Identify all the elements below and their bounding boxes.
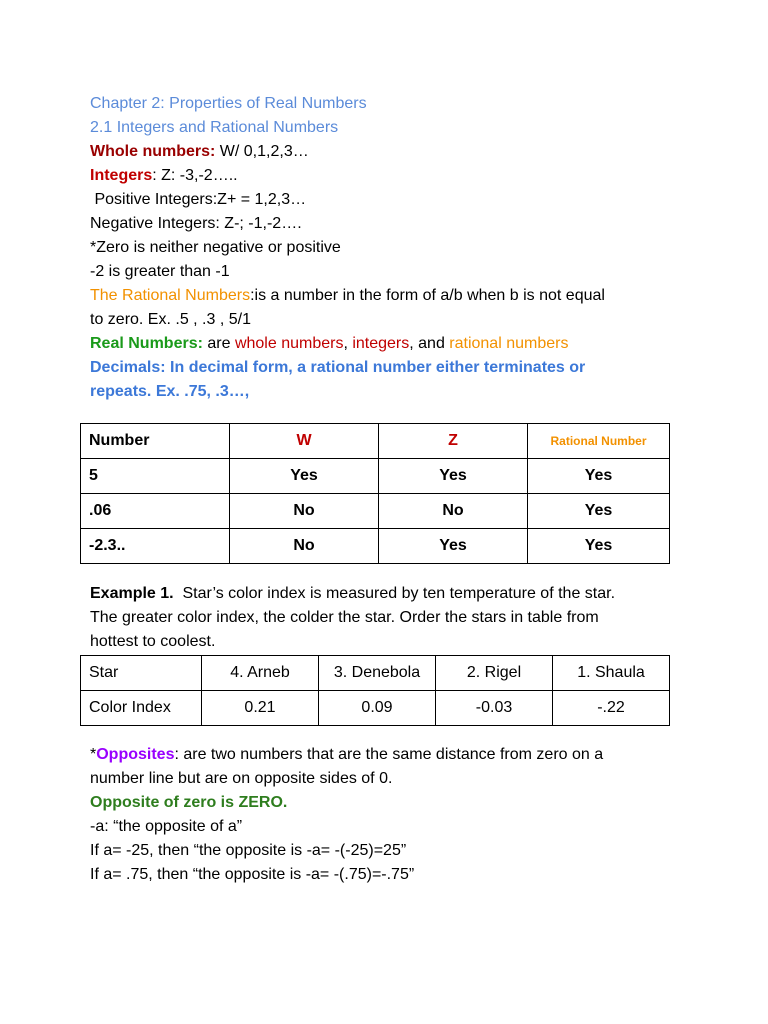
cell: Yes — [528, 494, 670, 529]
real-whole: whole numbers — [234, 335, 344, 352]
header-w: W — [230, 424, 379, 459]
header-z: Z — [379, 424, 528, 459]
opposites-star: * — [90, 746, 97, 763]
rational-line-1 — [90, 284, 680, 308]
opposite-example-2: If a= .75, then “the opposite is -a= -(.75)=-.75” — [90, 866, 415, 883]
opposite-of-zero: Opposite of zero is ZERO. — [90, 794, 288, 811]
notes-body — [90, 92, 680, 404]
table-row — [81, 494, 670, 529]
table-row — [81, 459, 670, 494]
neg-a-line: -a: “the opposite of a” — [90, 818, 243, 835]
header-rigel: 2. Rigel — [436, 656, 553, 691]
decimals-line-1: Decimals: In decimal form, a rational number either terminates or — [90, 359, 586, 376]
integers-text: : Z: -3,-2….. — [152, 167, 238, 184]
integers-line — [90, 164, 680, 188]
example-line-3: hottest to coolest. — [90, 633, 216, 650]
greater-note: -2 is greater than -1 — [90, 263, 230, 280]
cell: No — [379, 494, 528, 529]
rational-label: The Rational Numbers — [90, 287, 251, 304]
header-denebola: 3. Denebola — [319, 656, 436, 691]
negative-integers-line: Negative Integers: Z-; -1,-2…. — [90, 215, 302, 232]
real-comma: , — [343, 335, 353, 352]
rational-line-2: to zero. Ex. .5 , .3 , 5/1 — [90, 311, 251, 328]
chapter-title: Chapter 2: Properties of Real Numbers — [90, 95, 367, 112]
section-title: 2.1 Integers and Rational Numbers — [90, 119, 339, 136]
star-color-table — [80, 655, 670, 726]
example-label: Example 1. — [90, 585, 174, 602]
cell: Color Index — [81, 691, 202, 726]
example-line-1 — [90, 582, 680, 606]
cell: No — [230, 494, 379, 529]
zero-note: *Zero is neither negative or positive — [90, 239, 341, 256]
real-numbers-label: Real Numbers: — [90, 335, 203, 352]
whole-numbers-line — [90, 140, 680, 164]
real-rational: rational numbers — [449, 335, 569, 352]
integers-label: Integers — [90, 167, 153, 184]
example-line-2: The greater color index, the colder the star. Order the stars in table from — [90, 609, 599, 626]
cell: Yes — [379, 459, 528, 494]
cell: 5 — [81, 459, 230, 494]
table-row — [81, 529, 670, 564]
cell: Yes — [230, 459, 379, 494]
whole-numbers-label: Whole numbers: — [90, 143, 216, 160]
example-1 — [90, 582, 680, 654]
decimals-line-2: repeats. Ex. .75, .3…, — [90, 383, 250, 400]
cell: .06 — [81, 494, 230, 529]
opposites-label: Opposites — [96, 746, 175, 763]
example-text-1: Star’s color index is measured by ten temperature of the star. — [173, 585, 616, 602]
cell: 0.09 — [319, 691, 436, 726]
cell: Yes — [379, 529, 528, 564]
cell: -0.03 — [436, 691, 553, 726]
rational-text-1: :is a number in the form of a/b when b is not equal — [250, 287, 605, 304]
header-shaula: 1. Shaula — [553, 656, 670, 691]
cell: -.22 — [553, 691, 670, 726]
cell: Yes — [528, 459, 670, 494]
table-header-row — [81, 656, 670, 691]
real-integers: integers — [352, 335, 410, 352]
cell: -2.3.. — [81, 529, 230, 564]
opposites-line-1 — [90, 743, 680, 767]
header-rational: Rational Number — [528, 424, 670, 459]
positive-integers-line: Positive Integers:Z+ = 1,2,3… — [90, 191, 307, 208]
real-and: , and — [409, 335, 450, 352]
header-star: Star — [81, 656, 202, 691]
header-number: Number — [81, 424, 230, 459]
opposites-line-2: number line but are on opposite sides of 0. — [90, 770, 393, 787]
header-arneb: 4. Arneb — [202, 656, 319, 691]
real-numbers-line — [90, 332, 680, 356]
cell: Yes — [528, 529, 670, 564]
cell: No — [230, 529, 379, 564]
table-row — [81, 691, 670, 726]
number-classification-table — [80, 423, 670, 564]
whole-numbers-text: W/ 0,1,2,3… — [215, 143, 309, 160]
opposites-text-1: : are two numbers that are the same distance from zero on a — [174, 746, 604, 763]
real-are: are — [202, 335, 235, 352]
table-header-row — [81, 424, 670, 459]
opposites-section — [90, 743, 680, 887]
opposite-example-1: If a= -25, then “the opposite is -a= -(-25)=25” — [90, 842, 407, 859]
cell: 0.21 — [202, 691, 319, 726]
